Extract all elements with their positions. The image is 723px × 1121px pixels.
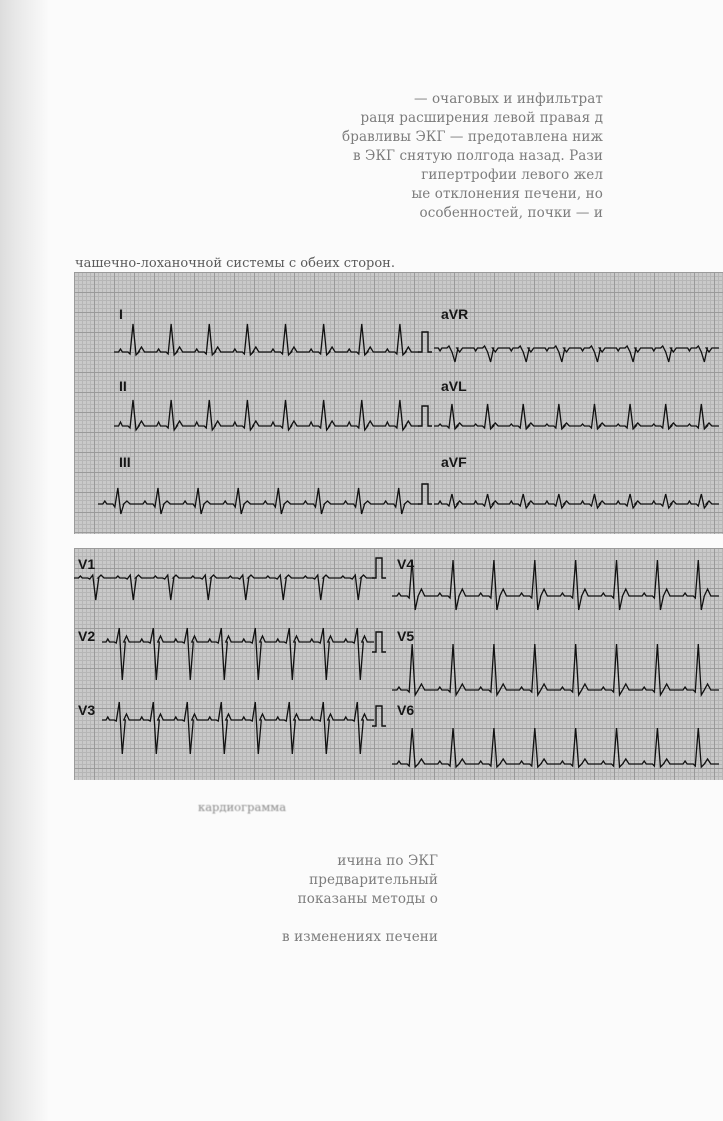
lead-label-v4: V4 bbox=[397, 556, 415, 572]
text-line: в изменениях печени bbox=[282, 929, 438, 945]
lead-label-v6: V6 bbox=[397, 702, 415, 718]
lead-label-ii: II bbox=[119, 378, 127, 394]
text-line: раця расширения левой правая д bbox=[360, 110, 603, 126]
text-line: — очаговых и инфильтрат bbox=[413, 91, 603, 107]
ecg-chest-leads-panel bbox=[74, 548, 723, 780]
ecg-trace-lead-v2 bbox=[102, 628, 374, 680]
text-line: предварительный bbox=[309, 872, 438, 888]
lead-label-v2: V2 bbox=[78, 628, 96, 644]
calibration-pulse-i bbox=[418, 332, 432, 352]
bottom-text-block bbox=[282, 852, 438, 947]
ecg-trace-lead-avf bbox=[434, 494, 719, 508]
text-line: показаны методы о bbox=[297, 891, 438, 907]
text-line: бравливы ЭКГ — предотавлена ниж bbox=[341, 129, 603, 145]
lead-label-avr: aVR bbox=[441, 306, 469, 322]
ecg-trace-lead-v6 bbox=[392, 728, 719, 767]
text-line: в ЭКГ снятую полгода назад. Рази bbox=[352, 148, 603, 164]
ecg-trace-lead-v4 bbox=[392, 560, 719, 610]
ecg-trace-lead-v3 bbox=[102, 702, 374, 754]
calibration-pulse-v2 bbox=[372, 632, 386, 652]
ecg-trace-lead-iii bbox=[98, 488, 419, 514]
ecg-trace-lead-i bbox=[114, 324, 419, 355]
figure-caption: кардиограмма bbox=[198, 800, 287, 814]
lead-label-v5: V5 bbox=[397, 628, 415, 644]
text-line: ые отклонения печени, но bbox=[411, 186, 603, 202]
lead-label-avf: aVF bbox=[441, 454, 467, 470]
text-line bbox=[282, 909, 438, 928]
top-text-block bbox=[43, 90, 603, 223]
calibration-pulse-iii bbox=[418, 484, 432, 504]
lead-label-v1: V1 bbox=[78, 556, 96, 572]
text-line: ичина по ЭКГ bbox=[337, 853, 438, 869]
text-line: особенностей, почки — и bbox=[419, 205, 603, 221]
ecg-chest-leads-traces bbox=[74, 548, 723, 780]
book-spine-shadow bbox=[0, 0, 48, 1121]
lead-label-iii: III bbox=[119, 454, 131, 470]
ecg-trace-lead-v1 bbox=[74, 575, 374, 600]
ecg-trace-lead-avl bbox=[434, 404, 719, 429]
calibration-pulse-ii bbox=[418, 406, 432, 426]
ecg-trace-lead-avr bbox=[434, 346, 719, 362]
calibration-pulse-v1 bbox=[372, 558, 386, 578]
lead-label-i: I bbox=[119, 306, 123, 322]
lead-label-avl: aVL bbox=[441, 378, 467, 394]
lead-label-v3: V3 bbox=[78, 702, 96, 718]
ecg-trace-lead-ii bbox=[114, 400, 419, 430]
calibration-pulse-v3 bbox=[372, 706, 386, 726]
text-line: гипертрофии левого жел bbox=[421, 167, 603, 183]
ecg-limb-leads-panel bbox=[74, 272, 723, 534]
ecg-trace-lead-v5 bbox=[392, 644, 719, 695]
text-line-left: чашечно-лоханочной системы с обеих сторон. bbox=[75, 256, 395, 271]
ecg-limb-leads-traces bbox=[74, 272, 723, 534]
